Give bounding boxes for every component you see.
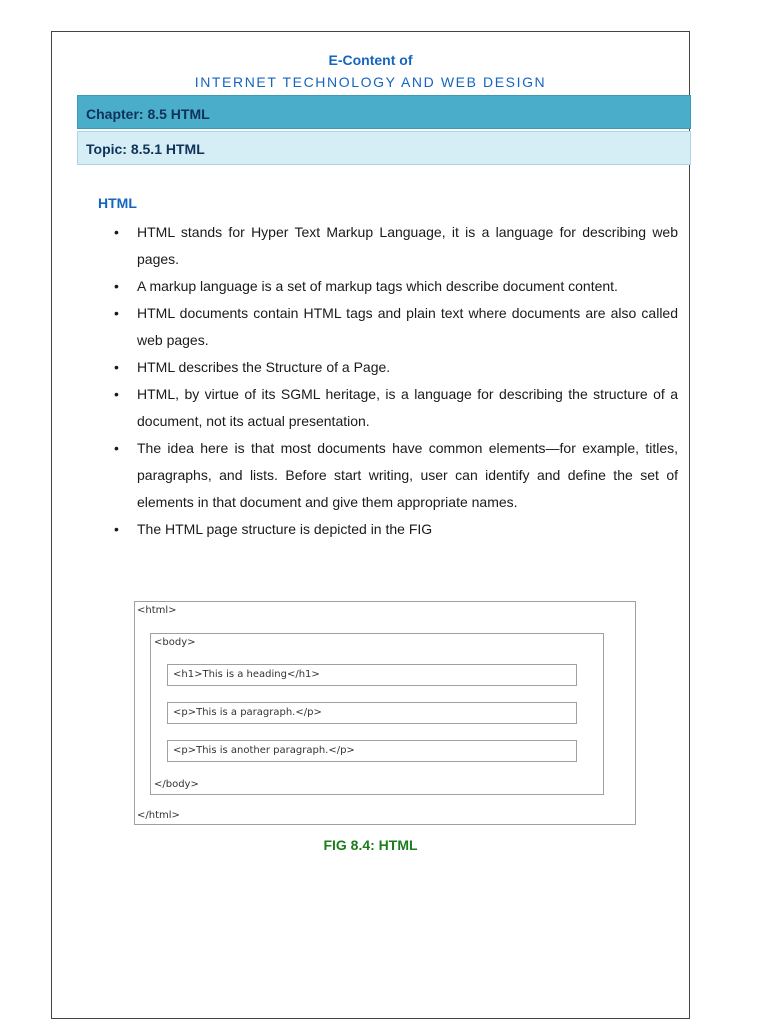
list-item: • A markup language is a set of markup tags which describe document content. — [114, 273, 678, 300]
html-structure-figure — [134, 601, 636, 825]
section-heading: HTML — [98, 195, 137, 211]
another-paragraph-line-box: <p>This is another paragraph.</p> — [167, 740, 577, 762]
bullet-list — [114, 219, 678, 543]
document-page — [51, 31, 690, 1019]
header-title: E-Content of — [328, 52, 413, 68]
figure-caption: FIG 8.4: HTML — [323, 837, 418, 853]
list-item: • The idea here is that most documents have common elements—for example, titles, paragraphs, and lists. Before start writing, user can identify and define the set of elements in that document and give them appropriate names. — [114, 435, 678, 516]
body-box — [150, 633, 604, 795]
list-item: • The HTML page structure is depicted in the FIG — [114, 516, 678, 543]
body-close-tag: </body> — [154, 779, 199, 790]
heading-line-box: <h1>This is a heading</h1> — [167, 664, 577, 686]
body-open-tag: <body> — [154, 637, 196, 648]
list-item: • HTML describes the Structure of a Page. — [114, 354, 678, 381]
list-item: • HTML, by virtue of its SGML heritage, is a language for describing the structure of a document, not its actual presentation. — [114, 381, 678, 435]
topic-bar: Topic: 8.5.1 HTML — [77, 131, 691, 165]
list-item: • HTML stands for Hyper Text Markup Language, it is a language for describing web pages. — [114, 219, 678, 273]
header-subtitle: INTERNET TECHNOLOGY AND WEB DESIGN — [194, 74, 547, 90]
html-close-tag: </html> — [137, 810, 180, 821]
chapter-bar: Chapter: 8.5 HTML — [77, 95, 691, 129]
html-open-tag: <html> — [137, 605, 177, 616]
list-item: • HTML documents contain HTML tags and plain text where documents are also called web pages. — [114, 300, 678, 354]
paragraph-line-box: <p>This is a paragraph.</p> — [167, 702, 577, 724]
